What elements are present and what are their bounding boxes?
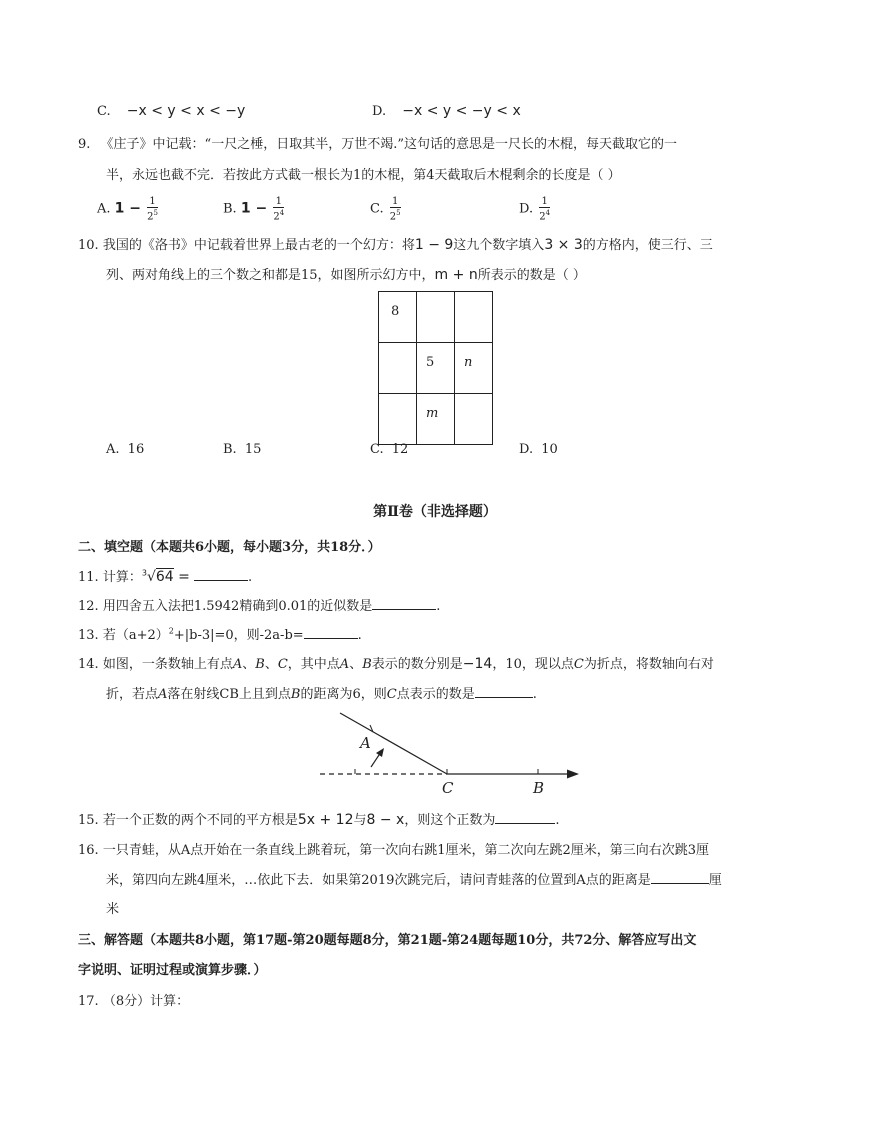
- q10-option-b: [223, 442, 261, 457]
- q16-line3: 米: [106, 902, 120, 917]
- root-index: 3: [141, 568, 147, 578]
- q12: [78, 595, 440, 614]
- grid-cell: [379, 343, 417, 394]
- inline-math: 1 − 9: [414, 237, 454, 253]
- option-label: A.: [97, 201, 111, 217]
- period: .: [436, 599, 441, 614]
- section3-heading-line2: 字说明、证明过程或演算步骤．）: [78, 963, 267, 978]
- q14-line2: [106, 683, 537, 702]
- question-text: 为折点，将数轴向右对: [583, 657, 714, 672]
- point-label: B: [362, 657, 372, 672]
- question-text: 列、两对角线上的三个数之和都是15，如图所示幻方中，: [106, 268, 435, 283]
- grid-cell: [379, 394, 417, 445]
- option-label: B.: [223, 442, 237, 457]
- q8-option-d: [372, 103, 521, 119]
- option-value: 10: [541, 442, 558, 457]
- q10-line1: [78, 234, 713, 253]
- section2-heading: 二、填空题（本题共6小题，每小题3分，共18分．）: [78, 540, 381, 555]
- option-prefix: 1 −: [114, 200, 142, 217]
- question-number: 13.: [78, 628, 99, 643]
- fraction-numerator: 1: [273, 196, 284, 208]
- q14-line1: [78, 653, 714, 672]
- option-label: C.: [97, 104, 111, 119]
- question-text: 这九个数字填入: [453, 238, 545, 253]
- equals-sign: =: [178, 569, 190, 585]
- question-text: ，其中点: [287, 657, 340, 672]
- q10-option-d: [519, 442, 558, 457]
- q9-line2: 半，永远也截不完．若按此方式截一根长为1的木棍，第4天截取后木棍剩余的长度是（ ）: [106, 168, 621, 183]
- q10-line2: [106, 264, 586, 283]
- power-exponent: 5: [396, 209, 401, 217]
- option-label: B.: [223, 201, 237, 217]
- power-exponent: 5: [153, 209, 159, 217]
- option-value: 12: [391, 442, 409, 457]
- point-label: C: [277, 657, 288, 672]
- question-number: 10.: [78, 238, 99, 253]
- option-math: −x < y < −y < x: [402, 103, 521, 119]
- q16-line2: [106, 869, 722, 888]
- q9-option-d: [519, 196, 550, 222]
- power-base: 2: [389, 211, 397, 223]
- question-text: 所表示的数是（ ）: [477, 268, 586, 283]
- question-number: 17.: [78, 994, 99, 1009]
- period: .: [555, 813, 560, 828]
- q9-line1: [78, 133, 677, 152]
- q11: [78, 566, 252, 585]
- grid-cell: [417, 343, 455, 394]
- option-label: C.: [370, 201, 384, 217]
- option-value: 16: [127, 442, 145, 457]
- question-text: ，则这个正数为: [404, 813, 496, 828]
- answer-blank[interactable]: [194, 568, 248, 581]
- question-number: 12.: [78, 599, 99, 614]
- axis-arrowhead: [567, 770, 579, 779]
- answer-blank[interactable]: [475, 685, 533, 698]
- section3-heading-line1: 三、解答题（本题共8小题，第17题-第20题每题8分，第21题-第24题每题10分，共72分、解答应写出文: [78, 933, 697, 948]
- question-text: 一只青蛙，从A点开始在一条直线上跳着玩，第一次向右跳1厘米，第二次向左跳2厘米，第三向右次跳3厘: [102, 843, 710, 858]
- option-math: −x < y < x < −y: [126, 103, 246, 119]
- question-text: 我国的《洛书》中记载着世界上最古老的一个幻方：将: [102, 238, 415, 253]
- q16-line1: [78, 839, 709, 858]
- q8-option-c: [97, 103, 245, 119]
- answer-blank[interactable]: [495, 811, 555, 824]
- cube-root-expression: $^3$√64 =: [141, 568, 190, 585]
- grid-number: 5: [426, 355, 435, 370]
- question-text: 用四舍五入法把1.5942精确到0.01的近似数是: [102, 599, 373, 614]
- question-text: 的距离为6，则: [300, 687, 387, 702]
- answer-blank[interactable]: [372, 597, 436, 610]
- question-text: 点表示的数是: [396, 687, 475, 702]
- power-exponent: 4: [545, 209, 551, 217]
- option-value: 15: [244, 442, 262, 457]
- fraction-denominator: [390, 208, 401, 222]
- grid-cell: [455, 343, 493, 394]
- question-text: 、: [349, 657, 363, 672]
- answer-blank[interactable]: [651, 871, 709, 884]
- power-base: 2: [539, 211, 546, 223]
- q10-option-a: [106, 442, 144, 457]
- q10-option-c: [370, 442, 408, 457]
- q9-option-b: [223, 196, 284, 222]
- section2-title: 第Ⅱ卷（非选择题）: [373, 504, 497, 520]
- point-label: B: [290, 687, 301, 702]
- fraction: [539, 196, 550, 222]
- inline-math: 3 × 3: [544, 237, 583, 253]
- point-label: A: [232, 657, 243, 672]
- question-number: 9.: [78, 137, 91, 152]
- power-base: 2: [147, 211, 154, 223]
- option-label: C.: [370, 442, 384, 457]
- magic-square-grid: [378, 291, 493, 445]
- q9-option-a: [97, 196, 158, 222]
- option-prefix: 1 −: [240, 200, 268, 217]
- fraction-numerator: 1: [390, 196, 401, 208]
- question-text: 折，若点: [106, 687, 159, 702]
- answer-blank[interactable]: [304, 626, 358, 639]
- fraction: [273, 196, 284, 222]
- question-number: 11.: [78, 570, 99, 585]
- grid-cell: [417, 394, 455, 445]
- option-label: D.: [519, 442, 534, 457]
- question-number: 16.: [78, 843, 99, 858]
- question-number: 15.: [78, 813, 99, 828]
- question-number: 14.: [78, 657, 99, 672]
- question-text: 若（a+2）: [102, 628, 169, 643]
- option-label: A.: [106, 442, 120, 457]
- question-text: （8分）计算：: [102, 994, 190, 1009]
- point-label: B: [255, 657, 265, 672]
- label-b: B: [533, 779, 545, 797]
- number-line-figure: [315, 708, 585, 800]
- question-text: 与: [353, 813, 367, 828]
- fraction-denominator: [539, 208, 550, 222]
- inline-math: −14: [462, 656, 493, 672]
- point-label: A: [339, 657, 350, 672]
- option-label: D.: [519, 201, 534, 217]
- fold-arrowhead: [376, 748, 384, 757]
- question-text: 厘: [708, 873, 722, 888]
- grid-variable: n: [464, 355, 473, 370]
- label-a: A: [360, 734, 371, 752]
- period: .: [357, 628, 362, 643]
- folded-axis: [340, 713, 447, 774]
- fraction: [147, 196, 158, 222]
- inline-math: 8 − x: [366, 812, 405, 828]
- grid-variable: m: [426, 406, 439, 421]
- q17: [78, 990, 189, 1009]
- fraction-numerator: 1: [147, 196, 158, 208]
- exponent: 2: [168, 626, 174, 636]
- power-base: 2: [273, 211, 280, 223]
- grid-cell: [455, 292, 493, 343]
- point-label: C: [573, 657, 584, 672]
- question-text: 若一个正数的两个不同的平方根是: [102, 813, 298, 828]
- power-exponent: 4: [279, 209, 285, 217]
- q15: [78, 809, 559, 828]
- grid-cell: [379, 292, 417, 343]
- question-text: 落在射线CB上且到点: [167, 687, 291, 702]
- inline-math: m + n: [434, 267, 478, 283]
- question-text: 《庄子》中记载：“一尺之棰，日取其半，万世不竭.”这句话的意思是一尺长的木棍，每天截取它的一: [100, 137, 677, 152]
- radicand: 64: [155, 569, 174, 585]
- grid-number: 8: [391, 304, 400, 319]
- question-text: 、: [242, 657, 256, 672]
- period: .: [248, 570, 253, 585]
- question-text: 米，第四向左跳4厘米，…依此下去．如果第2019次跳完后，请问青蛙落的位置到A点的距离是: [106, 873, 651, 888]
- label-c: C: [442, 779, 454, 797]
- period: .: [532, 687, 537, 702]
- question-text: 、: [264, 657, 278, 672]
- point-label: C: [386, 687, 397, 702]
- option-label: D.: [372, 104, 387, 119]
- inline-math: 5x + 12: [297, 812, 354, 828]
- fraction-numerator: 1: [539, 196, 550, 208]
- question-text: 表示的数分别是: [371, 657, 463, 672]
- fraction: [390, 196, 401, 222]
- question-text: 计算：: [102, 570, 142, 585]
- q13: [78, 624, 362, 643]
- fraction-denominator: [147, 208, 158, 222]
- question-text: +|b-3|=0，则-2a-b=: [173, 628, 304, 643]
- grid-cell: [455, 394, 493, 445]
- point-label: A: [158, 687, 168, 702]
- question-text: 如图，一条数轴上有点: [102, 657, 233, 672]
- q9-option-c: [370, 196, 401, 222]
- fraction-denominator: [273, 208, 284, 222]
- grid-cell: [417, 292, 455, 343]
- question-text: ，10，现以点: [492, 657, 574, 672]
- question-text: 的方格内，使三行、三: [582, 238, 713, 253]
